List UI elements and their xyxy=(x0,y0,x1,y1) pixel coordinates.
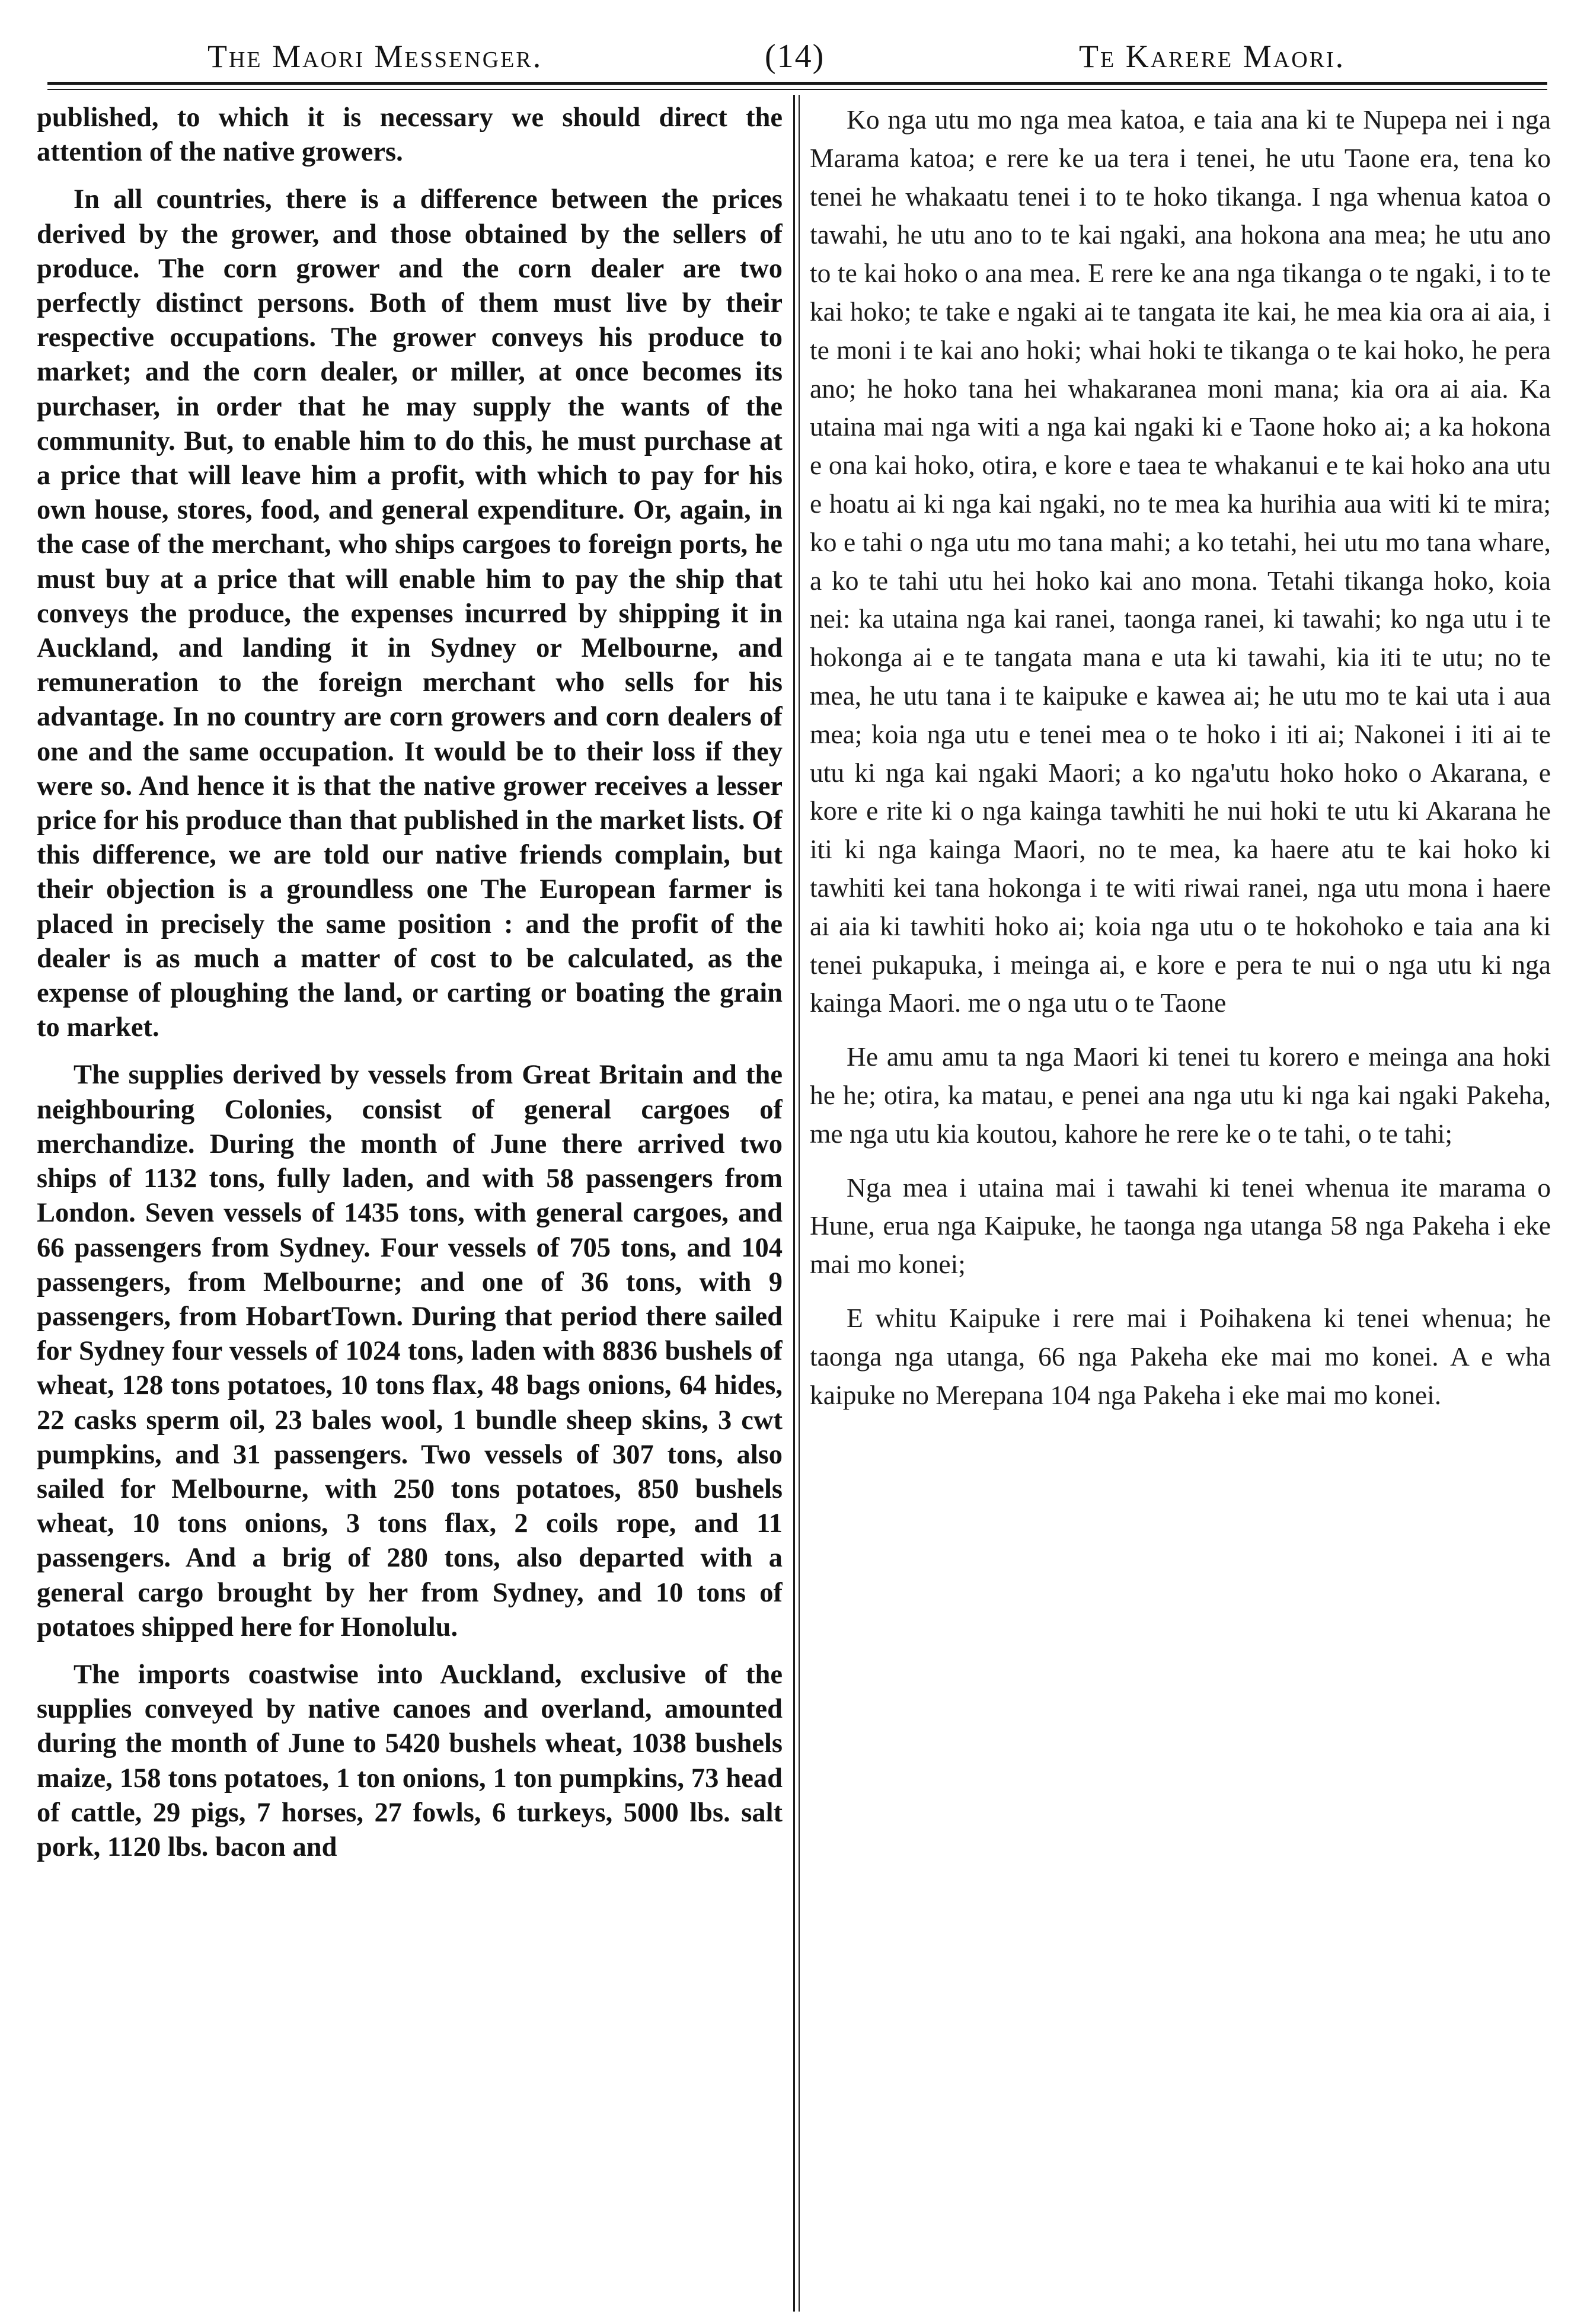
english-paragraph: In all countries, there is a difference between the prices derived by the grower, and those obtained by the sellers of produce. The corn grower and the corn dealer are two perfectly distinct persons. Both of them must live by their respective occupations. The grower conveys his produce to market; and the corn dealer, or miller, at once becomes its purchaser, in order that he may supply the wants of the community. But, to enable him to do this, he must purchase at a price that will leave him a profit, with which to pay for his own house, stores, food, and general expenditure. Or, again, in the case of the merchant, who ships cargoes to foreign ports, he must buy at a price that will enable him to pay the ship that conveys the produce, the expenses incurred by shipping it in Auckland, and landing it in Sydney or Melbourne, and remuneration to the foreign merchant who sells for his advantage. In no country are corn growers and corn dealers of one and the same occupation. It would be to their loss if they were so. And hence it is that the native grower receives a lesser price for his produce than that published in the market lists. Of this difference, we are told our native friends complain, but their objection is a groundless one The European farmer is placed in precisely the same position : and the profit of the dealer is as much a matter of cost to be calculated, as the expense of ploughing the land, or carting or boating the grain to market. xyxy=(37,184,783,1043)
page-number: (14) xyxy=(765,38,825,75)
english-paragraph: The supplies derived by vessels from Great Britain and the neighbouring Colonies, consist of general cargoes of merchandize. During the month of June there arrived two ships of 1132 tons, fully laden, and with 58 passengers from London. Seven vessels of 1435 tons, with general cargoes, and 66 passengers from Sydney. Four vessels of 705 tons, and 104 passengers, from Melbourne; and one of 36 tons, with 9 passengers, from HobartTown. During that period there sailed for Sydney four vessels of 1024 tons, laden with 8836 bushels of wheat, 128 tons potatoes, 10 tons flax, 48 bags onions, 64 hides, 22 casks sperm oil, 23 bales wool, 1 bundle sheep skins, 3 cwt pumpkins, and 31 passengers. Two vessels of 307 tons, also sailed for Melbourne, with 250 tons potatoes, 850 bushels wheat, 10 tons onions, 3 tons flax, 2 coils rope, and 11 passengers. And a brig of 280 tons, also departed with a general cargo brought by her from Sydney, and 10 tons of potatoes shipped here for Honolulu. xyxy=(37,1060,783,1642)
english-paragraph: The imports coastwise into Auckland, exclusive of the supplies conveyed by native canoes and overland, amounted during the month of June to 5420 bushels wheat, 1038 bushels maize, 158 tons potatoes, 1 ton onions, 1 ton pumpkins, 73 head of cattle, 29 pigs, 7 horses, 27 fowls, 6 turkeys, 5000 lbs. salt pork, 1120 lbs. bacon and xyxy=(37,1659,783,1862)
header-title-maori: Te Karere Maori. xyxy=(1079,39,1346,74)
column-divider xyxy=(793,95,795,2312)
english-paragraph: published, to which it is necessary we should direct the attention of the native growers. xyxy=(37,103,783,168)
page-header xyxy=(47,24,1541,89)
english-column xyxy=(37,101,783,2306)
maori-paragraph: E whitu Kaipuke i rere mai i Poihakena ki tenei whenua; he taonga nga utanga, 66 nga Pakeha eke mai mo konei. A e wha kaipuke no Merepana 104 nga Pakeha i eke mai mo konei. xyxy=(810,1302,1551,1410)
column-divider-thin xyxy=(799,95,800,2312)
maori-column xyxy=(810,101,1551,2306)
header-title-english: The Maori Messenger. xyxy=(207,39,543,74)
maori-paragraph: He amu amu ta nga Maori ki tenei tu korero e meinga ana hoki he he; otira, ka matau, e penei ana nga utu ki nga kai ngaki Pakeha, me nga utu kia koutou, kahore he rere ke o te tahi, o te tahi; xyxy=(810,1041,1551,1149)
maori-paragraph: Ko nga utu mo nga mea katoa, e taia ana ki te Nupepa nei i nga Marama katoa; e rere ke ua tera i tenei, he utu Taone era, tena ko tenei he whakaatu tenei i to te hoko tikanga. I nga whenua katoa o tawahi, he utu ano to te kai ngaki, ana hokona ana mea; he utu ano to te kai hoko o ana mea. E rere ke ana nga tikanga o te ngaki, i to te kai hoko; te take e ngaki ai te tangata ite kai, he mea kia ora ai aia, i te moni i te kai ano hoki; whai hoki te tikanga o te kai hoko, he pera ano; he hoko tana hei whakaranea moni mana; kia ora ai aia. Ka utaina mai nga witi a nga kai ngaki ki e Taone hoko ai; a ka hokona e ona kai hoko, otira, e kore e taea te whakanui e te kai hoko ana utu e hoatu ai ki nga kai ngaki, no te mea ka hurihia aua witi ki te mira; ko e tahi o nga utu mo tana mahi; a ko tetahi, hei utu mo tana whare, a ko te tahi utu hei hoko kai ano mona. Tetahi tikanga hoko, koia nei: ka utaina nga kai ranei, taonga ranei, ki tawahi; ko nga utu i te hokonga ai e te tangata mana e uta ki tawahi, kia iti te utu; no te mea, he utu tana i te kaipuke e kawea ai; he utu mo te kai uta i aua mea; koia nga utu e tenei mea o te hoko i iti ai; Nakonei i iti ai te utu ki nga kai ngaki Maori; a ko nga'utu hoko hoko o Akarana, e kore e rite ki o nga kainga tawhiti he nui hoki te utu ki Akarana he iti ki nga kainga Maori, no te mea, ka haere atu te kai hoko ki tawhiti kei tana hokonga i te witi riwai ranei, nga utu mona i haere ai aia ki tawhiti hoko ai; koia nga utu o te hokohoko e taia ana ki tenei pukapuka, i meinga ai, e kore e pera te nui o nga utu ki nga kainga Maori. me o nga utu o te Taone xyxy=(810,104,1551,1018)
maori-paragraph: Nga mea i utaina mai i tawahi ki tenei whenua ite marama o Hune, erua nga Kaipuke, he taonga nga utanga 58 nga Pakeha i eke mai mo konei; xyxy=(810,1172,1551,1280)
header-rule-thick xyxy=(47,82,1547,85)
header-rule-thin xyxy=(47,89,1547,90)
